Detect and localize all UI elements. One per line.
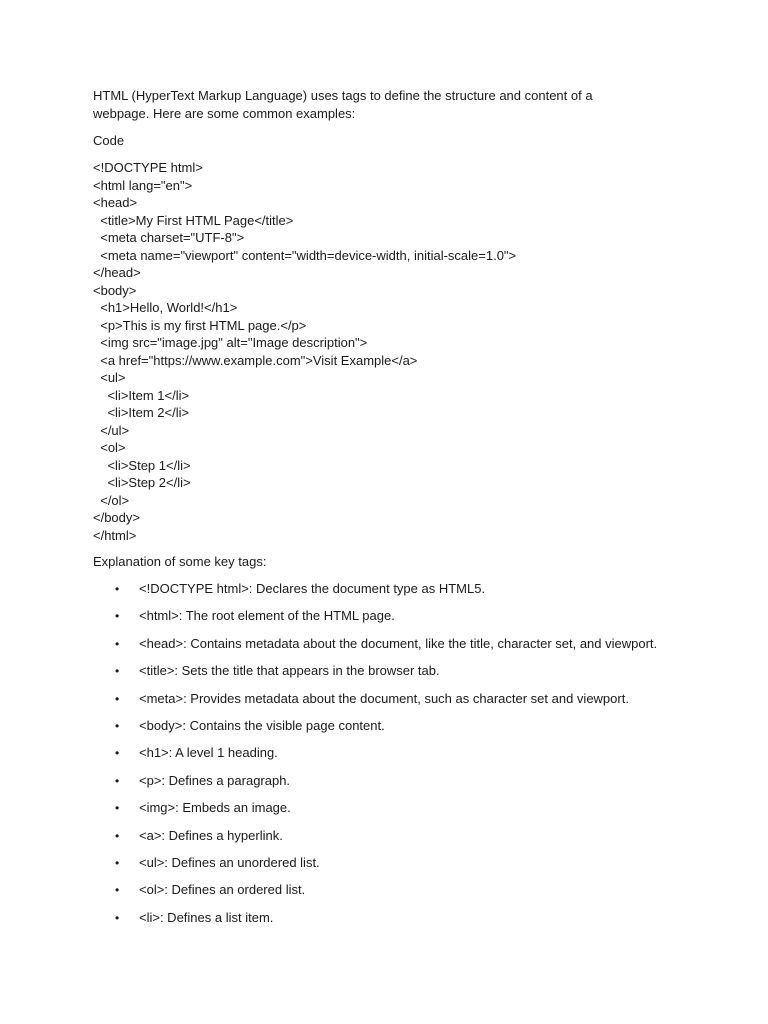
bullet-icon: •: [115, 609, 120, 624]
list-item-text: <head>: Contains metadata about the document, like the title, character set, and viewport.: [139, 635, 658, 651]
code-line: <h1>Hello, World!</h1>: [93, 300, 238, 315]
code-line: </ol>: [93, 492, 130, 508]
list-item: [93, 744, 728, 762]
list-item: [93, 580, 728, 598]
bullet-icon: •: [115, 691, 120, 706]
code-line: <li>Step 1</li>: [93, 457, 191, 473]
bullet-icon: •: [115, 746, 120, 761]
list-item: [93, 909, 728, 927]
list-item-text: <html>: The root element of the HTML page.: [139, 608, 395, 624]
code-line: </ul>: [93, 422, 130, 438]
intro-paragraph: HTML (HyperText Markup Language) uses tags to define the structure and content of a webpage. Here are some common examples:: [93, 88, 593, 121]
code-line: </html>: [93, 527, 137, 543]
bullet-icon: •: [115, 883, 120, 898]
code-line: <ul>: [93, 370, 126, 385]
list-item: [93, 854, 728, 872]
list-item-text: <ol>: Defines an ordered list.: [139, 882, 306, 898]
list-item-text: <img>: Embeds an image.: [139, 800, 291, 816]
code-line: <head>: [93, 195, 138, 210]
code-line: <li>Item 2</li>: [93, 405, 190, 420]
list-item-text: <li>: Defines a list item.: [139, 909, 274, 925]
list-item: [93, 881, 728, 899]
code-line: </body>: [93, 510, 140, 525]
list-item-text: <p>: Defines a paragraph.: [139, 772, 291, 788]
bullet-icon: •: [115, 910, 120, 925]
list-item-text: <title>: Sets the title that appears in the browser tab.: [139, 663, 440, 679]
list-item: [93, 799, 728, 817]
code-line: <!DOCTYPE html>: [93, 160, 203, 175]
list-item-text: <a>: Defines a hyperlink.: [139, 827, 283, 843]
code-line: <title>My First HTML Page</title>: [93, 212, 294, 228]
list-item-text: <!DOCTYPE html>: Declares the document type as HTML5.: [139, 581, 486, 596]
list-item: [93, 772, 728, 790]
code-line: <li>Step 2</li>: [93, 475, 191, 490]
list-item: [93, 607, 728, 625]
bullet-icon: •: [115, 582, 120, 596]
list-item: [93, 635, 728, 653]
bullet-icon: •: [115, 828, 120, 843]
code-line: <p>This is my first HTML page.</p>: [93, 317, 307, 333]
list-item-text: <meta>: Provides metadata about the document, such as character set and viewport.: [139, 690, 629, 706]
list-item-text: <ul>: Defines an unordered list.: [139, 854, 320, 870]
code-line: </head>: [93, 265, 141, 280]
bullet-icon: •: [115, 773, 120, 788]
list-item: [93, 662, 728, 680]
list-item-text: <body>: Contains the visible page content.: [139, 717, 385, 733]
bullet-icon: •: [115, 636, 120, 651]
bullet-icon: •: [115, 664, 120, 679]
code-block: [93, 159, 728, 544]
code-line: <ol>: [93, 440, 126, 455]
code-label: Code: [93, 133, 125, 148]
bullet-icon: •: [115, 801, 120, 816]
tag-explanation-list: [93, 580, 728, 927]
code-line: <html lang="en">: [93, 177, 193, 193]
code-line: <li>Item 1</li>: [93, 387, 190, 403]
explanation-heading: Explanation of some key tags:: [93, 554, 267, 569]
list-item: [93, 690, 728, 708]
code-line: <body>: [93, 282, 137, 298]
code-line: <img src="image.jpg" alt="Image description">: [93, 335, 368, 350]
bullet-icon: •: [115, 718, 120, 733]
list-item: [93, 827, 728, 845]
bullet-icon: •: [115, 855, 120, 870]
list-item: [93, 717, 728, 735]
code-line: <a href="https://www.example.com">Visit Example</a>: [93, 352, 418, 368]
code-line: <meta name="viewport" content="width=device-width, initial-scale=1.0">: [93, 247, 517, 263]
list-item-text: <h1>: A level 1 heading.: [139, 745, 278, 761]
code-line: <meta charset="UTF-8">: [93, 230, 245, 245]
